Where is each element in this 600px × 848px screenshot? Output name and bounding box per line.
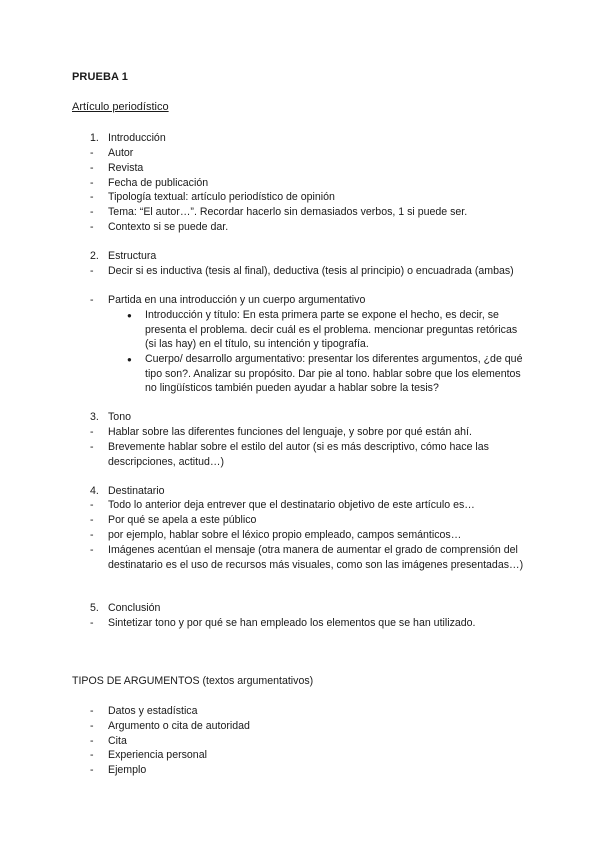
section-number: 5. (90, 602, 99, 614)
dash-marker: - (90, 191, 94, 203)
list-item: Partida en una introducción y un cuerpo argumentativo (108, 294, 366, 306)
tipos-heading: TIPOS DE ARGUMENTOS (textos argumentativos) (72, 675, 314, 687)
list-item: Tema: “El autor…”. Recordar hacerlo sin demasiados verbos, 1 si puede ser. (108, 206, 468, 218)
list-item: Tipología textual: artículo periodístico de opinión (108, 191, 335, 203)
list-item: Fecha de publicación (108, 177, 209, 189)
dash-marker: - (90, 705, 94, 717)
list-item: por ejemplo, hablar sobre el léxico propio empleado, campos semánticos… (108, 529, 462, 541)
section-number: 4. (90, 485, 99, 497)
section-heading: Destinatario (108, 485, 165, 497)
dash-marker: - (90, 499, 94, 511)
section-number: 2. (90, 250, 99, 262)
dash-marker: - (90, 529, 94, 541)
section-heading: Tono (108, 411, 131, 423)
section-number: 3. (90, 411, 99, 423)
list-item: Todo lo anterior deja entrever que el destinatario objetivo de este artículo es… (108, 499, 475, 511)
dash-marker: - (90, 221, 94, 233)
list-item: Sintetizar tono y por qué se han empleado los elementos que se han utilizado. (108, 617, 476, 629)
dash-marker: - (90, 206, 94, 218)
dash-marker: - (90, 162, 94, 174)
dash-marker: - (90, 749, 94, 761)
section-heading: Conclusión (108, 602, 161, 614)
list-item: Imágenes acentúan el mensaje (otra manera de aumentar el grado de comprensión del destinatario es el uso de recursos más visuales, como son las imágenes presentadas…) (108, 544, 524, 571)
bullet-item: Cuerpo/ desarrollo argumentativo: presentar los diferentes argumentos, ¿de qué tipo son?. Analizar su propósito. Dar pie al tono. hablar sobre que los elementos no lingüísticos también pueden ayudar a hablar sobre la tesis? (145, 353, 523, 395)
bullet-item: Introducción y título: En esta primera parte se expone el hecho, es decir, se presenta el problema. decir cuál es el problema. mencionar preguntas retóricas (si las hay) en el título, su intención y tipografía. (145, 309, 518, 351)
list-item: Argumento o cita de autoridad (108, 720, 250, 732)
list-item: Por qué se apela a este público (108, 514, 257, 526)
list-item: Autor (108, 147, 134, 159)
list-item: Hablar sobre las diferentes funciones del lenguaje, y sobre por qué están ahí. (108, 426, 472, 438)
list-item: Brevemente hablar sobre el estilo del autor (si es más descriptivo, cómo hace las descripciones, actitud…) (108, 441, 489, 468)
list-item: Datos y estadística (108, 705, 198, 717)
dash-marker: - (90, 735, 94, 747)
dash-marker: - (90, 441, 94, 453)
list-item: Experiencia personal (108, 749, 207, 761)
bullet-marker: ● (127, 311, 132, 320)
dash-marker: - (90, 720, 94, 732)
dash-marker: - (90, 764, 94, 776)
bullet-marker: ● (127, 355, 132, 364)
list-item: Ejemplo (108, 764, 147, 776)
document-title: PRUEBA 1 (72, 71, 129, 83)
dash-marker: - (90, 265, 94, 277)
section-heading: Introducción (108, 132, 166, 144)
list-item: Cita (108, 735, 127, 747)
list-item: Revista (108, 162, 144, 174)
dash-marker: - (90, 514, 94, 526)
list-item: Contexto si se puede dar. (108, 221, 229, 233)
document-subtitle: Artículo periodístico (72, 101, 169, 113)
dash-marker: - (90, 177, 94, 189)
dash-marker: - (90, 147, 94, 159)
section-heading: Estructura (108, 250, 157, 262)
dash-marker: - (90, 426, 94, 438)
list-item: Decir si es inductiva (tesis al final), deductiva (tesis al principio) o encuadrada (ambas) (108, 265, 514, 277)
section-number: 1. (90, 132, 99, 144)
dash-marker: - (90, 544, 94, 556)
dash-marker: - (90, 617, 94, 629)
dash-marker: - (90, 294, 94, 306)
